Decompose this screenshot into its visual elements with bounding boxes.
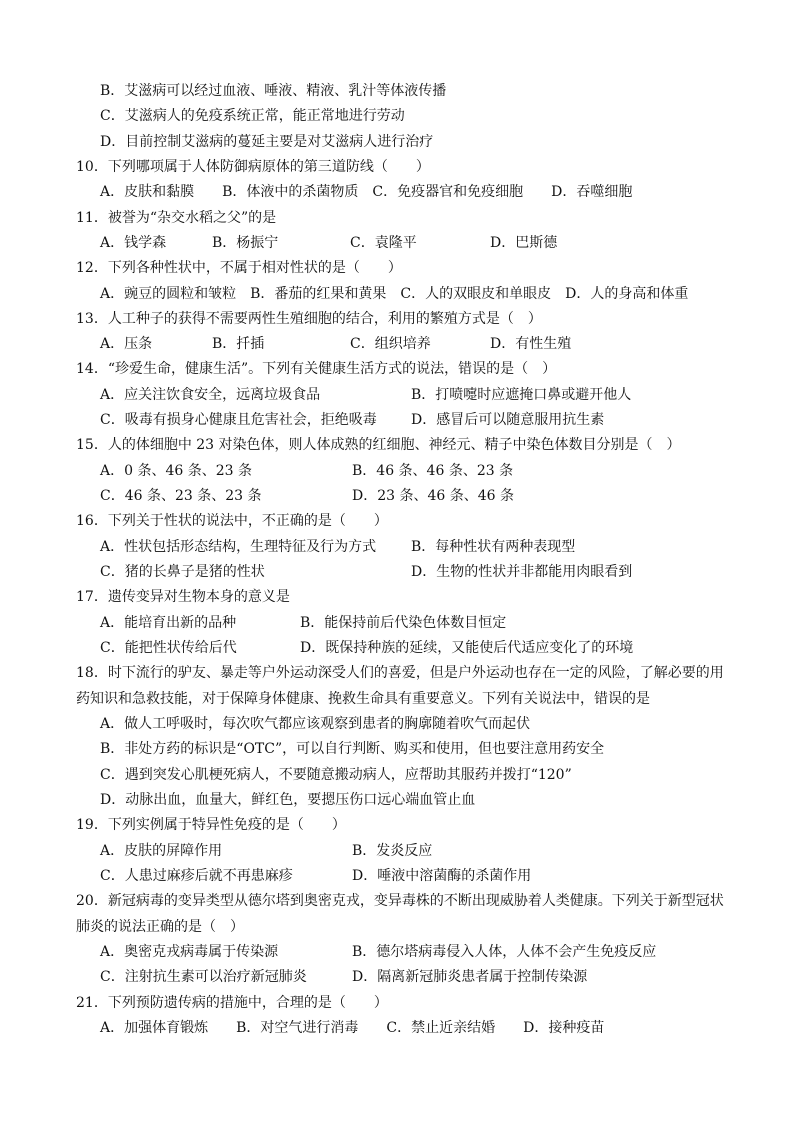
- q14-option-c: C．吸毒有损身心健康且危害社会，拒绝吸毒: [100, 412, 377, 428]
- q16-option-c: C．猪的长鼻子是猪的性状: [100, 564, 265, 580]
- q20-option-b: B．德尔塔病毒侵入人体，人体不会产生免疫反应: [352, 944, 657, 960]
- q18-option-b: B．非处方药的标识是“OTC”，可以自行判断、购买和使用，但也要注意用药安全: [100, 741, 605, 757]
- q11-option-a: A．钱学森: [100, 235, 167, 251]
- q9-option-b: B．艾滋病可以经过血液、唾液、精液、乳汁等体液传播: [100, 83, 447, 99]
- q17-option-b: B．能保持前后代染色体数目恒定: [300, 615, 507, 631]
- q9-option-c: C．艾滋病人的免疫系统正常，能正常地进行劳动: [100, 108, 405, 124]
- q15-option-b: B．46 条、46 条、23 条: [352, 463, 514, 479]
- q20-option-a: A．奥密克戎病毒属于传染源: [100, 944, 279, 960]
- q16-option-a: A．性状包括形态结构，生理特征及行为方式: [100, 539, 377, 555]
- q11-option-c: C．袁隆平: [350, 235, 417, 251]
- q13-option-a: A．压条: [100, 336, 153, 352]
- q12-options: A．豌豆的圆粒和皱粒 B．番茄的红果和黄果 C．人的双眼皮和单眼皮 D．人的身高和体重: [100, 286, 689, 302]
- q11-stem: 11．被誉为“杂交水稻之父”的是: [76, 210, 277, 226]
- q16-option-d: D．生物的性状并非都能用肉眼看到: [411, 564, 633, 580]
- q13-option-d: D．有性生殖: [490, 336, 572, 352]
- q18-option-c: C．遇到突发心肌梗死病人，不要随意搬动病人，应帮助其服药并拨打“120”: [100, 767, 572, 783]
- q17-stem: 17．遗传变异对生物本身的意义是: [76, 589, 290, 605]
- q10-stem: 10．下列哪项属于人体防御病原体的第三道防线（ ）: [76, 159, 430, 175]
- q13-option-b: B．扦插: [212, 336, 265, 352]
- q15-option-c: C．46 条、23 条、23 条: [100, 488, 262, 504]
- q20-option-d: D．隔离新冠肺炎患者属于控制传染源: [352, 969, 588, 985]
- q11-option-b: B．杨振宁: [212, 235, 279, 251]
- q19-option-c: C．人患过麻疹后就不再患麻疹: [100, 868, 293, 884]
- q14-option-b: B．打喷嚏时应遮掩口鼻或避开他人: [411, 387, 632, 403]
- q14-option-d: D．感冒后可以随意服用抗生素: [411, 412, 605, 428]
- q18-stem-line-2: 药知识和急救技能，对于保障身体健康、挽救生命具有重要意义。下列有关说法中，错误的是: [76, 691, 650, 707]
- q18-option-a: A．做人工呼吸时，每次吹气都应该观察到患者的胸廓随着吹气而起伏: [100, 716, 531, 732]
- q16-option-b: B．每种性状有两种表现型: [411, 539, 576, 555]
- q15-option-a: A．0 条、46 条、23 条: [100, 463, 252, 479]
- q18-option-d: D．动脉出血，血量大，鲜红色，要摁压伤口远心端血管止血: [100, 792, 476, 808]
- q15-option-d: D．23 条、46 条、46 条: [352, 488, 515, 504]
- q20-option-c: C．注射抗生素可以治疗新冠肺炎: [100, 969, 307, 985]
- q19-option-d: D．唾液中溶菌酶的杀菌作用: [352, 868, 532, 884]
- q17-option-c: C．能把性状传给后代: [100, 640, 237, 656]
- q17-option-d: D．既保持种族的延续，又能使后代适应变化了的环境: [300, 640, 634, 656]
- q11-option-d: D．巴斯德: [490, 235, 558, 251]
- q15-stem: 15．人的体细胞中 23 对染色体，则人体成熟的红细胞、神经元、精子中染色体数目分别是（ ）: [76, 437, 681, 453]
- q20-stem-line-2: 肺炎的说法正确的是（ ）: [76, 919, 244, 935]
- q14-stem: 14．“珍爱生命，健康生活”。下列有关健康生活方式的说法，错误的是（ ）: [76, 361, 557, 377]
- q21-options: A．加强体育锻炼 B．对空气进行消毒 C．禁止近亲结婚 D．接种疫苗: [100, 1020, 605, 1036]
- q13-stem: 13．人工种子的获得不需要两性生殖细胞的结合，利用的繁殖方式是（ ）: [76, 311, 542, 327]
- q16-stem: 16．下列关于性状的说法中，不正确的是（ ）: [76, 513, 388, 529]
- q14-option-a: A．应关注饮食安全，远离垃圾食品: [100, 387, 321, 403]
- q10-options: A．皮肤和黏膜 B．体液中的杀菌物质 C．免疫器官和免疫细胞 D．吞噬细胞: [100, 184, 633, 200]
- q9-option-d: D．目前控制艾滋病的蔓延主要是对艾滋病人进行治疗: [100, 134, 434, 150]
- q19-stem: 19．下列实例属于特异性免疫的是（ ）: [76, 817, 346, 833]
- q20-stem-line-1: 20．新冠病毒的变异类型从德尔塔到奥密克戎，变异毒株的不断出现威胁着人类健康。下列关于新型冠状: [76, 893, 724, 909]
- q13-option-c: C．组织培养: [350, 336, 431, 352]
- q19-option-a: A．皮肤的屏障作用: [100, 843, 223, 859]
- q17-option-a: A．能培育出新的品种: [100, 615, 237, 631]
- q19-option-b: B．发炎反应: [352, 843, 433, 859]
- q12-stem: 12．下列各种性状中，不属于相对性状的是（ ）: [76, 260, 402, 276]
- q18-stem-line-1: 18．时下流行的驴友、暴走等户外运动深受人们的喜爱，但是户外运动也存在一定的风险，了解必要的用: [76, 665, 724, 681]
- q21-stem: 21．下列预防遗传病的措施中，合理的是（ ）: [76, 995, 388, 1011]
